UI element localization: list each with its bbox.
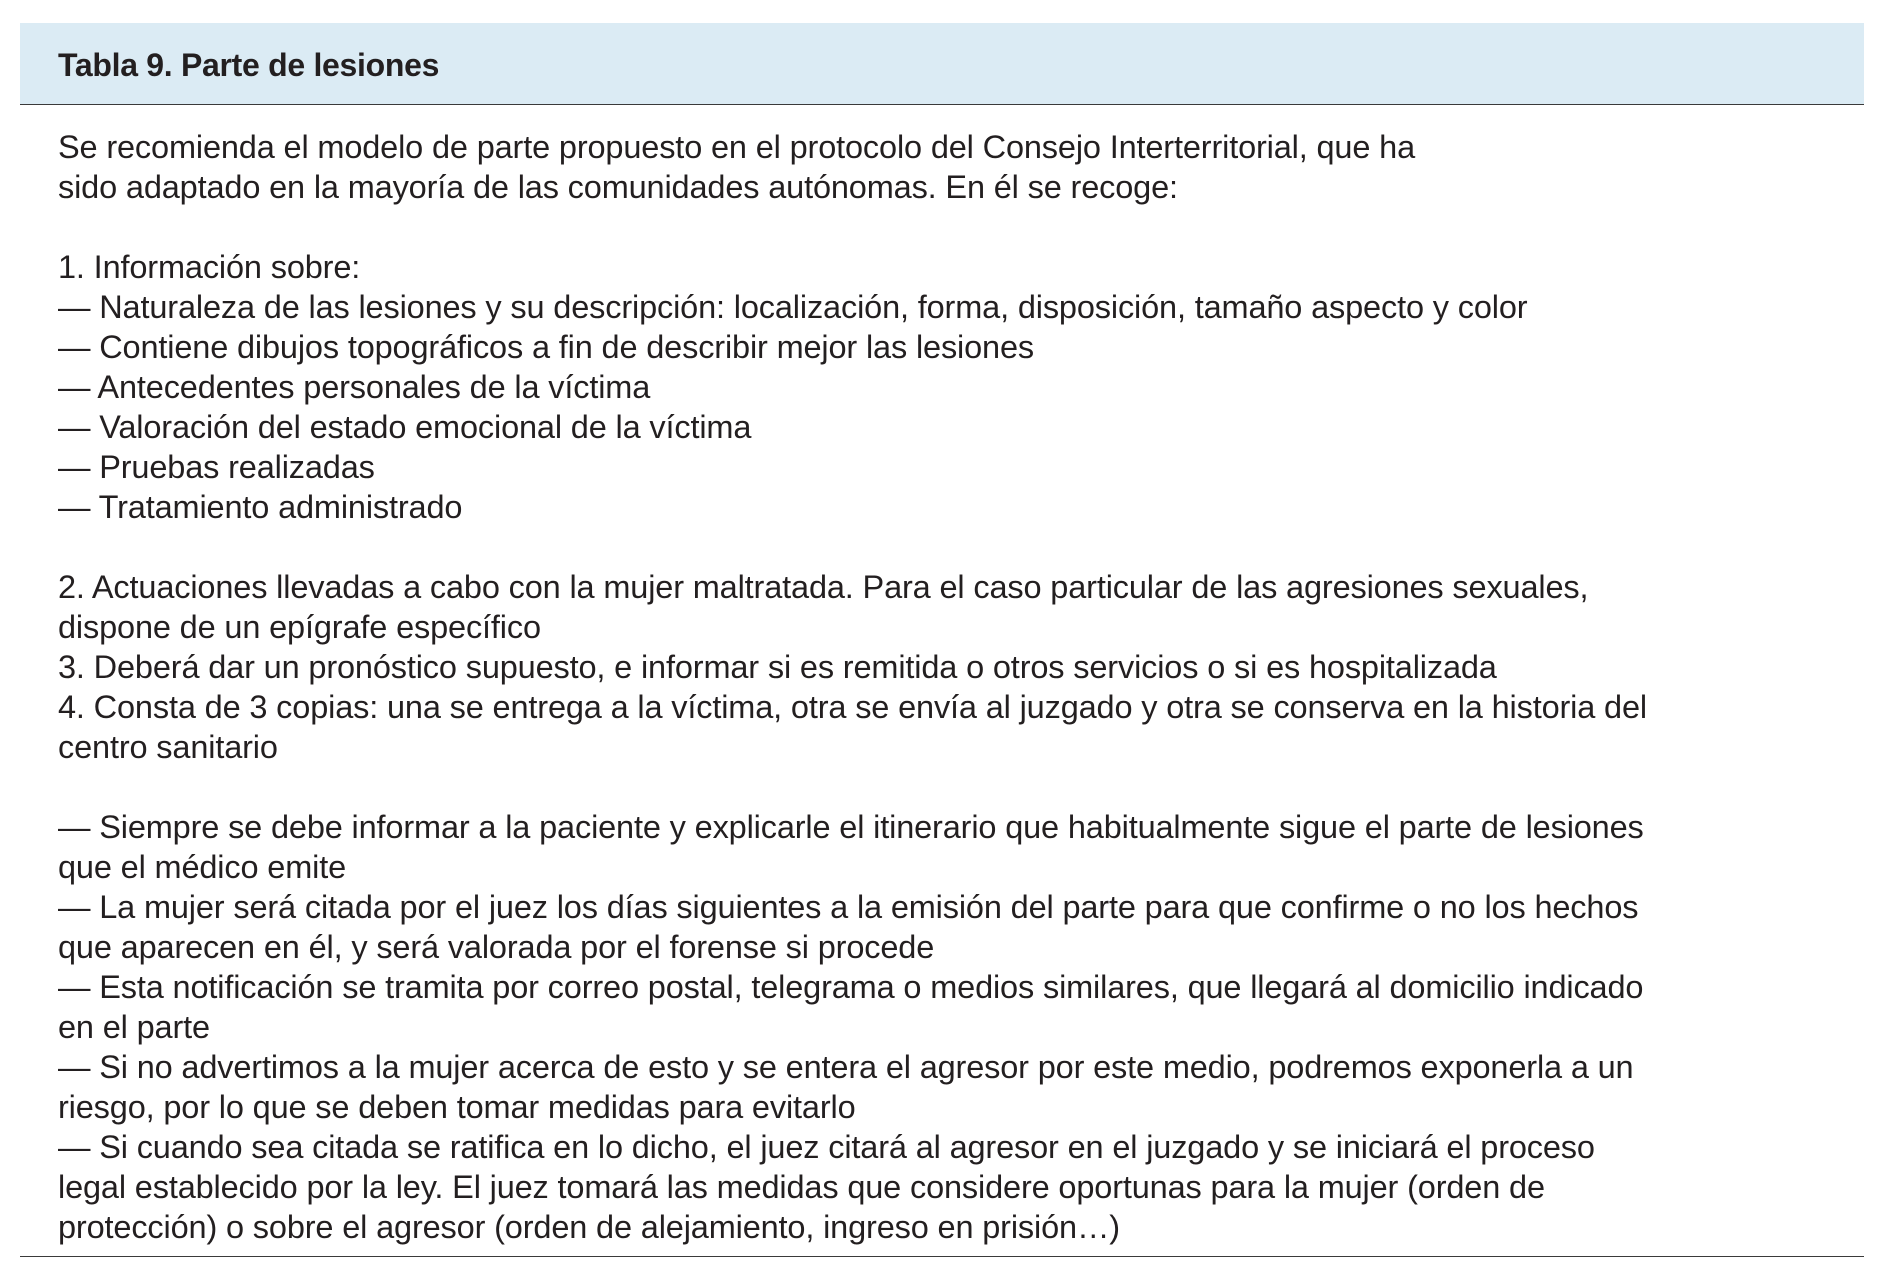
list-item: — Antecedentes personales de la víctima <box>58 369 651 405</box>
section-heading: 1. Información sobre: <box>58 249 361 285</box>
list-item: dispone de un epígrafe específico <box>58 609 541 645</box>
list-item: — Valoración del estado emocional de la víctima <box>58 409 752 445</box>
table-9-box <box>20 23 1864 1257</box>
section-actions <box>58 567 1844 767</box>
list-item: — La mujer será citada por el juez los días siguientes a la emisión del parte para que confirme o no los hechos <box>58 889 1639 925</box>
list-item: — Esta notificación se tramita por correo postal, telegrama o medios similares, que llegará al domicilio indicado <box>58 969 1644 1005</box>
list-item: legal establecido por la ley. El juez tomará las medidas que considere oportunas para la mujer (orden de <box>58 1169 1545 1205</box>
list-item: riesgo, por lo que se deben tomar medidas para evitarlo <box>58 1089 856 1125</box>
list-item: — Si cuando sea citada se ratifica en lo dicho, el juez citará al agresor en el juzgado y se iniciará el proceso <box>58 1129 1595 1165</box>
table-header <box>20 23 1864 105</box>
paragraph-gap <box>58 207 1844 247</box>
list-item: que el médico emite <box>58 849 346 885</box>
section-notes <box>58 807 1844 1247</box>
list-item: — Si no advertimos a la mujer acerca de esto y se entera el agresor por este medio, podremos exponerla a un <box>58 1049 1634 1085</box>
list-item: 2. Actuaciones llevadas a cabo con la mujer maltratada. Para el caso particular de las agresiones sexuales, <box>58 569 1589 605</box>
list-item: protección) o sobre el agresor (orden de alejamiento, ingreso en prisión…) <box>58 1209 1120 1245</box>
list-item: 3. Deberá dar un pronóstico supuesto, e informar si es remitida o otros servicios o si es hospitalizada <box>58 649 1497 685</box>
list-item: — Siempre se debe informar a la paciente y explicarle el itinerario que habitualmente sigue el parte de lesiones <box>58 809 1644 845</box>
intro-paragraph <box>58 127 1844 207</box>
list-item: 4. Consta de 3 copias: una se entrega a la víctima, otra se envía al juzgado y otra se conserva en la historia del <box>58 689 1647 725</box>
table-title: Tabla 9. Parte de lesiones <box>58 47 440 83</box>
list-item: — Pruebas realizadas <box>58 449 375 485</box>
list-item: — Contiene dibujos topográficos a fin de describir mejor las lesiones <box>58 329 1034 365</box>
list-item: en el parte <box>58 1009 210 1045</box>
list-item: centro sanitario <box>58 729 278 765</box>
table-body <box>20 105 1864 1257</box>
list-item: — Tratamiento administrado <box>58 489 463 525</box>
list-item: que aparecen en él, y será valorada por el forense si procede <box>58 929 935 965</box>
list-item: — Naturaleza de las lesiones y su descripción: localización, forma, disposición, tamaño aspecto y color <box>58 289 1528 325</box>
paragraph-gap <box>58 527 1844 567</box>
section-information <box>58 247 1844 527</box>
intro-line: sido adaptado en la mayoría de las comunidades autónomas. En él se recoge: <box>58 169 1178 205</box>
intro-line: Se recomienda el modelo de parte propuesto en el protocolo del Consejo Interterritorial, que ha <box>58 129 1416 165</box>
paragraph-gap <box>58 767 1844 807</box>
